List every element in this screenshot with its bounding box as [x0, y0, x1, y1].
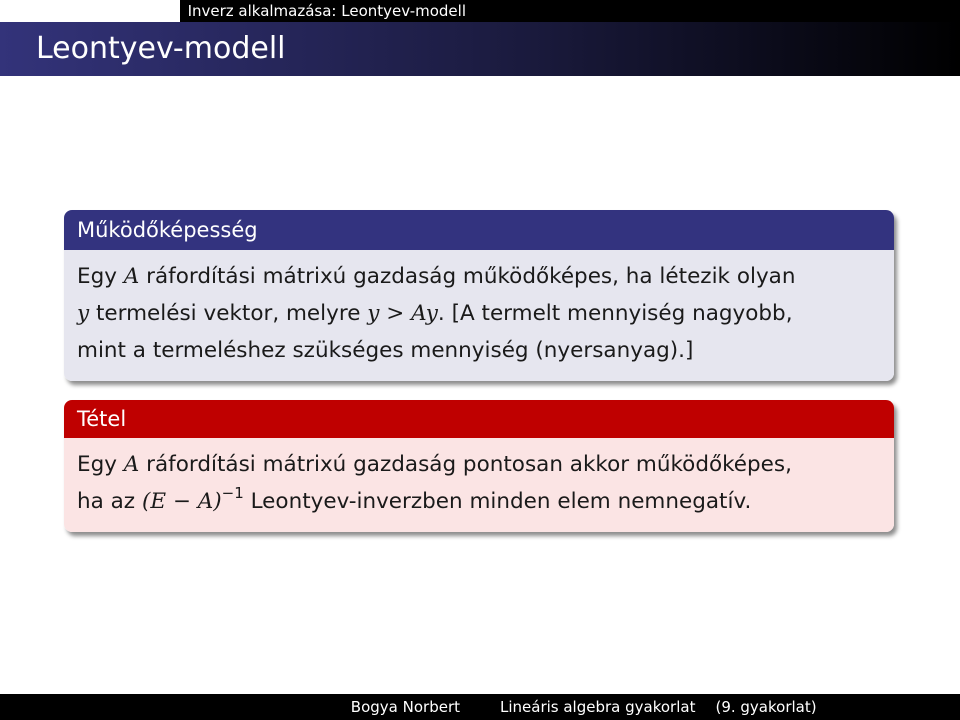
- theorem-block: [64, 400, 894, 532]
- definition-line-2: y termelési vektor, melyre y > Ay. [A termelt mennyiség nagyobb,: [77, 301, 793, 326]
- footer: [0, 694, 960, 720]
- header-fill: [480, 0, 960, 22]
- frame-title: Leontyev-modell: [36, 31, 286, 66]
- section-header[interactable]: Inverz alkalmazása: Leontyev-modell: [180, 0, 480, 22]
- theorem-line-1: Egy A ráfordítási mátrixú gazdaság pontosan akkor működőképes,: [77, 452, 792, 477]
- definition-line-3: mint a termeléshez szükséges mennyiség (nyersanyag).]: [77, 338, 694, 363]
- definition-block-body: [64, 250, 894, 381]
- footer-course[interactable]: Lineáris algebra gyakorlat (9. gyakorlat): [500, 698, 817, 716]
- definition-block: [64, 210, 894, 381]
- theorem-block-body: [64, 438, 894, 532]
- definition-line-1: Egy A ráfordítási mátrixú gazdaság működőképes, ha létezik olyan: [77, 264, 796, 289]
- theorem-line-2: ha az $(E - A)^{-1}$ Leontyev-inverzben minden elem nemnegatív.: [77, 484, 752, 514]
- header-left: [0, 0, 180, 22]
- theorem-block-title: Tétel: [64, 400, 894, 438]
- footer-author[interactable]: Bogya Norbert: [350, 698, 460, 716]
- definition-block-title: Működőképesség: [64, 210, 894, 250]
